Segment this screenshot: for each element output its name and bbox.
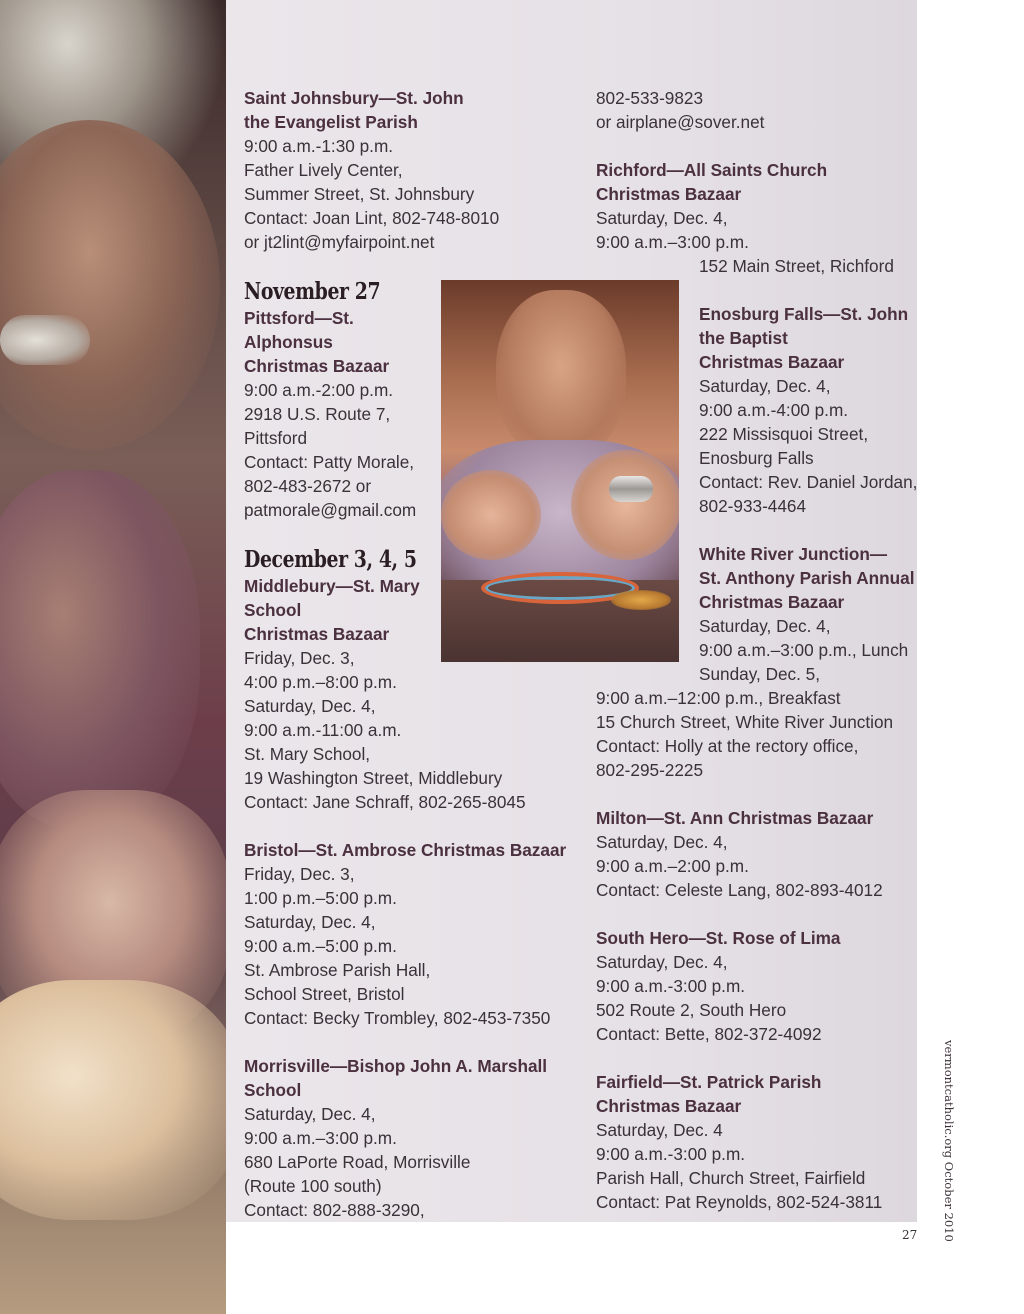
photo-hand	[441, 470, 541, 560]
listing-title: Christmas Bazaar	[699, 352, 845, 372]
listing-line: Contact: Pat Reynolds, 802-524-3811	[596, 1192, 883, 1212]
listing-line: Friday, Dec. 3,	[244, 864, 355, 884]
listing-title: the Evangelist Parish	[244, 112, 418, 132]
listing-line: 680 LaPorte Road, Morrisville	[244, 1152, 471, 1172]
listing-line: patmorale@gmail.com	[244, 500, 417, 520]
listing-line: 1:00 p.m.–5:00 p.m.	[244, 888, 397, 908]
listing-line: 802-933-4464	[699, 496, 807, 516]
listing-milton	[596, 806, 916, 902]
listing-morrisville	[244, 1054, 574, 1222]
listing-line: 9:00 a.m.–3:00 p.m.	[244, 1128, 397, 1148]
listing-enosburg-falls	[596, 302, 916, 518]
listing-title: White River Junction—	[699, 544, 888, 564]
listing-richford	[596, 158, 916, 278]
photo-carving	[0, 980, 226, 1220]
listing-line: Contact: Becky Trombley, 802-453-7350	[244, 1008, 551, 1028]
listing-line: Pittsford	[244, 428, 308, 448]
listing-line: 9:00 a.m.-1:30 p.m.	[244, 136, 394, 156]
listing-line: Saturday, Dec. 4,	[596, 952, 728, 972]
listing-title: Fairfield—St. Patrick Parish	[596, 1072, 822, 1092]
photo-hand	[0, 470, 200, 830]
listing-line: Saturday, Dec. 4	[596, 1120, 723, 1140]
listing-title: Bristol—St. Ambrose Christmas Bazaar	[244, 840, 567, 860]
listing-line: 9:00 a.m.-3:00 p.m.	[596, 976, 746, 996]
listing-line: Father Lively Center,	[244, 160, 403, 180]
listing-line: Contact: Rev. Daniel Jordan,	[699, 472, 918, 492]
listing-line: 502 Route 2, South Hero	[596, 1000, 787, 1020]
listing-line: Contact: 802-888-3290,	[244, 1200, 425, 1220]
listing-line: 15 Church Street, White River Junction	[596, 712, 894, 732]
listing-bristol	[244, 838, 574, 1030]
side-caption-text: vermontcatholic.org October 2010	[942, 1040, 956, 1242]
listing-line: Saturday, Dec. 4,	[596, 832, 728, 852]
listing-title: Christmas Bazaar	[244, 356, 390, 376]
listing-line: 9:00 a.m.–12:00 p.m., Breakfast	[596, 688, 841, 708]
listing-fairfield	[596, 1070, 916, 1214]
woodcarver-photo	[0, 0, 226, 1314]
listing-line: Enosburg Falls	[699, 448, 814, 468]
listing-line: St. Mary School,	[244, 744, 371, 764]
listing-line: 19 Washington Street, Middlebury	[244, 768, 503, 788]
listing-line: 802-483-2672 or	[244, 476, 372, 496]
page-number: 27	[902, 1228, 918, 1242]
listing-line: Saturday, Dec. 4,	[699, 616, 831, 636]
column-left	[244, 86, 574, 1246]
listing-title: Saint Johnsbury—St. John	[244, 88, 464, 108]
listing-title: Milton—St. Ann Christmas Bazaar	[596, 808, 874, 828]
listing-line: Contact: Joan Lint, 802-748-8010	[244, 208, 500, 228]
photo-mustache	[0, 315, 90, 365]
listing-saint-johnsbury	[244, 86, 574, 254]
listing-title: St. Anthony Parish Annual	[699, 568, 915, 588]
listing-line: 4:00 p.m.–8:00 p.m.	[244, 672, 397, 692]
listing-line: or airplane@sover.net	[596, 112, 765, 132]
listing-title: the Baptist	[699, 328, 788, 348]
listing-line: Saturday, Dec. 4,	[244, 912, 376, 932]
listing-line: School Street, Bristol	[244, 984, 405, 1004]
listing-line: 152 Main Street, Richford	[699, 256, 894, 276]
listing-title: Christmas Bazaar	[699, 592, 845, 612]
listing-title: Morrisville—Bishop John A. Marshall	[244, 1056, 548, 1076]
listing-line: Contact: Holly at the rectory office,	[596, 736, 859, 756]
listing-line: Summer Street, St. Johnsbury	[244, 184, 475, 204]
listing-title: Richford—All Saints Church	[596, 160, 828, 180]
listing-line: Contact: Patty Morale,	[244, 452, 415, 472]
listing-line: Contact: Bette, 802-372-4092	[596, 1024, 822, 1044]
listing-title: Christmas Bazaar	[596, 1096, 742, 1116]
listing-title: Alphonsus	[244, 332, 333, 352]
listing-line: Saturday, Dec. 4,	[596, 208, 728, 228]
date-heading: December 3, 4, 5	[244, 546, 417, 573]
listing-title: School	[244, 1080, 302, 1100]
listing-line: 9:00 a.m.-11:00 a.m.	[244, 720, 402, 740]
listing-line: 9:00 a.m.–3:00 p.m., Lunch	[699, 640, 909, 660]
listing-title: Middlebury—St. Mary	[244, 576, 420, 596]
listing-title: Christmas Bazaar	[596, 184, 742, 204]
listing-line: or jt2lint@myfairpoint.net	[244, 232, 435, 252]
listing-line: 802-295-2225	[596, 760, 704, 780]
listing-title: Enosburg Falls—St. John	[699, 304, 909, 324]
listing-line: 222 Missisquoi Street,	[699, 424, 869, 444]
listing-line: 9:00 a.m.–3:00 p.m.	[596, 232, 749, 252]
listing-line: Saturday, Dec. 4,	[699, 376, 831, 396]
listing-south-hero	[596, 926, 916, 1046]
listing-line: 802-533-9823	[596, 88, 704, 108]
listing-line: 9:00 a.m.-4:00 p.m.	[699, 400, 849, 420]
listing-line: St. Ambrose Parish Hall,	[244, 960, 431, 980]
listing-line: Sunday, Dec. 5,	[699, 664, 821, 684]
listing-line: 2918 U.S. Route 7,	[244, 404, 391, 424]
listing-continued	[596, 86, 916, 134]
listing-line: Friday, Dec. 3,	[244, 648, 355, 668]
listing-title: School	[244, 600, 302, 620]
listing-line: Saturday, Dec. 4,	[244, 696, 376, 716]
listing-line: 9:00 a.m.–2:00 p.m.	[596, 856, 749, 876]
listing-title: South Hero—St. Rose of Lima	[596, 928, 841, 948]
listing-white-river-junction	[596, 542, 916, 782]
listing-line: Saturday, Dec. 4,	[244, 1104, 376, 1124]
listing-line: Contact: Celeste Lang, 802-893-4012	[596, 880, 883, 900]
listing-title: Christmas Bazaar	[244, 624, 390, 644]
listing-line: (Route 100 south)	[244, 1176, 382, 1196]
listing-title: Pittsford—St.	[244, 308, 354, 328]
date-heading: November 27	[244, 278, 381, 305]
listing-line: 9:00 a.m.–5:00 p.m.	[244, 936, 397, 956]
listing-line: Parish Hall, Church Street, Fairfield	[596, 1168, 866, 1188]
listing-line: 9:00 a.m.-2:00 p.m.	[244, 380, 394, 400]
listing-line: 9:00 a.m.-3:00 p.m.	[596, 1144, 746, 1164]
side-caption	[942, 1040, 962, 1242]
column-right	[596, 86, 916, 1238]
listing-line: Contact: Jane Schraff, 802-265-8045	[244, 792, 526, 812]
